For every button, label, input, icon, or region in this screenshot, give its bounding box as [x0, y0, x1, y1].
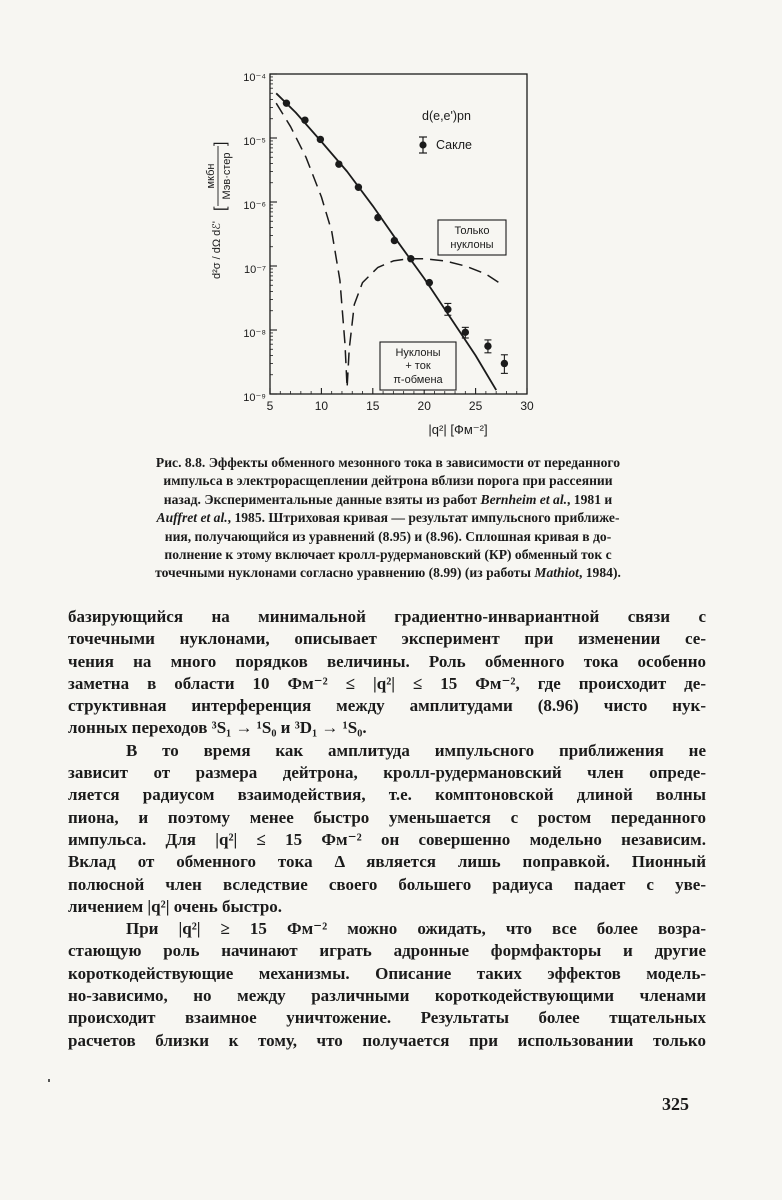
body-line: короткодействующие механизмы. Описание таких эффектов модель-: [68, 963, 706, 983]
body-line: При |q²| ≥ 15 Фм⁻² можно ожидать, что все более возра-: [126, 919, 706, 939]
figure-caption: [72, 454, 704, 583]
caption-text: , 1985. Штриховая кривая — результат импульсного приближе-: [227, 510, 620, 526]
caption-text: назад. Экспериментальные данные взяты из работ: [163, 491, 481, 507]
caption-reference: Mathiot: [534, 565, 579, 581]
y-axis-unit-bottom: Мэв·стер: [221, 152, 233, 200]
body-line: происходит взаимное уничтожение. Результаты более тщательных: [68, 1008, 706, 1028]
body-line: точечными нуклонами, описывает эксперимент при изменении се-: [68, 629, 706, 649]
cross-section-figure: [200, 60, 545, 450]
caption-line: [72, 491, 704, 509]
caption-line: [72, 509, 704, 527]
x-tick-label: 20: [417, 399, 431, 413]
body-line: лонных переходов ³S₁ → ¹S₀ и ³D₁ → ¹S₀.: [68, 718, 367, 738]
scan-speck: [48, 1079, 50, 1082]
body-line: личением |q²| очень быстро.: [68, 896, 283, 916]
caption-line: импульса в электрорасщеплении дейтрона вблизи порога при рассеянии: [163, 473, 613, 489]
x-tick-label: 5: [266, 399, 274, 413]
body-line: заметна в области 10 Фм⁻² ≤ |q²| ≤ 15 Фм⁻², где происходит де-: [68, 673, 706, 693]
data-point: [301, 116, 308, 123]
y-axis-label-main: d²σ / dΩ dℰ': [211, 220, 223, 280]
data-point: [317, 136, 324, 143]
data-point: [355, 184, 362, 191]
x-tick-label: 30: [520, 399, 534, 413]
solid-curve-label-line2: + ток: [405, 360, 431, 372]
data-point: [444, 306, 451, 313]
legend-marker: [419, 137, 427, 153]
data-point: [374, 214, 381, 221]
caption-reference: Auffret et al.: [156, 510, 228, 526]
y-tick-label: 10⁻⁴: [243, 72, 266, 84]
solid-curve-label-line1: Нуклоны: [395, 347, 441, 359]
y-tick-label: 10⁻⁶: [243, 200, 266, 212]
x-tick-label: 15: [366, 399, 380, 413]
page-number: 325: [662, 1094, 689, 1114]
body-line: стающую роль начинают играть адронные формфакторы и другие: [68, 941, 706, 961]
body-line: зависит от размера дейтрона, кролл-рудермановский член опреде-: [68, 763, 706, 783]
x-tick-label: 10: [314, 399, 329, 413]
data-point: [407, 255, 414, 262]
body-line: но-зависимо, но между различными короткодействующими членами: [68, 986, 706, 1006]
dashed-curve-label-line2: нуклоны: [450, 239, 494, 251]
data-point: [462, 329, 469, 336]
dashed-curve-label-box: [438, 220, 506, 255]
data-point: [283, 99, 290, 106]
data-point: [501, 360, 508, 367]
caption-line: [72, 564, 704, 582]
caption-reference: Bernheim et al.: [480, 491, 567, 507]
caption-text: , 1981 и: [567, 491, 613, 507]
body-line: В то время как амплитуда импульсного приближения не: [126, 740, 706, 760]
data-point: [391, 237, 398, 244]
y-tick-label: 10⁻⁷: [243, 264, 266, 276]
y-axis-unit-bracket-right: ]: [212, 141, 229, 146]
body-line: пиона, и поэтому менее быстро уменьшается с ростом переданного: [68, 807, 706, 827]
body-line: импульса. Для |q²| ≤ 15 Фм⁻² он совершенно модельно независим.: [68, 829, 706, 849]
legend-label: Сакле: [436, 138, 472, 152]
body-line: расчетов близки к тому, что получается при использовании только: [68, 1030, 706, 1050]
body-line: структивная интерференция между амплитудами (8.96) чисто нук-: [68, 696, 706, 716]
dashed-curve-label-line1: Только: [454, 225, 490, 237]
y-axis-unit-bracket-left: [: [212, 206, 229, 211]
caption-line: ния, получающийся из уравнений (8.95) и (8.96). Сплошная кривая в до-: [164, 528, 612, 544]
caption-text: точечными нуклонами согласно уравнению (8.99) (из работы: [155, 565, 535, 581]
body-line: ляется радиусом взаимодействия, т.е. комптоновской длиной волны: [68, 785, 706, 805]
caption-line: [72, 454, 704, 472]
reaction-label: d(e,e')pn: [422, 109, 471, 123]
x-tick-group: [267, 388, 534, 413]
solid-curve-label-line3: π-обмена: [393, 374, 443, 386]
caption-text: Эффекты обменного мезонного тока в зависимости от переданного: [208, 455, 621, 470]
solid-curve-label-box: [380, 342, 456, 390]
x-axis-label: |q²| [Фм⁻²]: [428, 422, 488, 437]
body-line: полюсной член вследствие своего большего радиуса падает с уве-: [68, 874, 706, 894]
y-tick-group: [243, 72, 277, 404]
caption-text: , 1984).: [578, 565, 621, 581]
x-tick-label: 25: [468, 399, 483, 413]
y-tick-label: 10⁻⁵: [243, 136, 266, 148]
data-point: [335, 160, 342, 167]
data-point: [426, 279, 433, 286]
data-point: [484, 342, 491, 349]
body-line: базирующийся на минимальной градиентно-инвариантной связи с: [68, 607, 706, 626]
y-axis-unit-top: мкбн: [205, 163, 217, 189]
y-tick-label: 10⁻⁸: [243, 328, 266, 340]
body-text: [68, 606, 706, 1052]
body-line: Вклад от обменного тока Δ является лишь поправкой. Пионный: [68, 852, 706, 872]
caption-prefix: Рис. 8.8.: [155, 455, 206, 470]
y-axis-label: [205, 142, 233, 279]
body-line: чения на много порядков величины. Роль обменного тока особенно: [68, 651, 706, 671]
y-tick-label: 10⁻⁹: [243, 392, 266, 404]
caption-line: полнение к этому включает кролл-рудермановский (КР) обменный ток с: [164, 547, 612, 563]
